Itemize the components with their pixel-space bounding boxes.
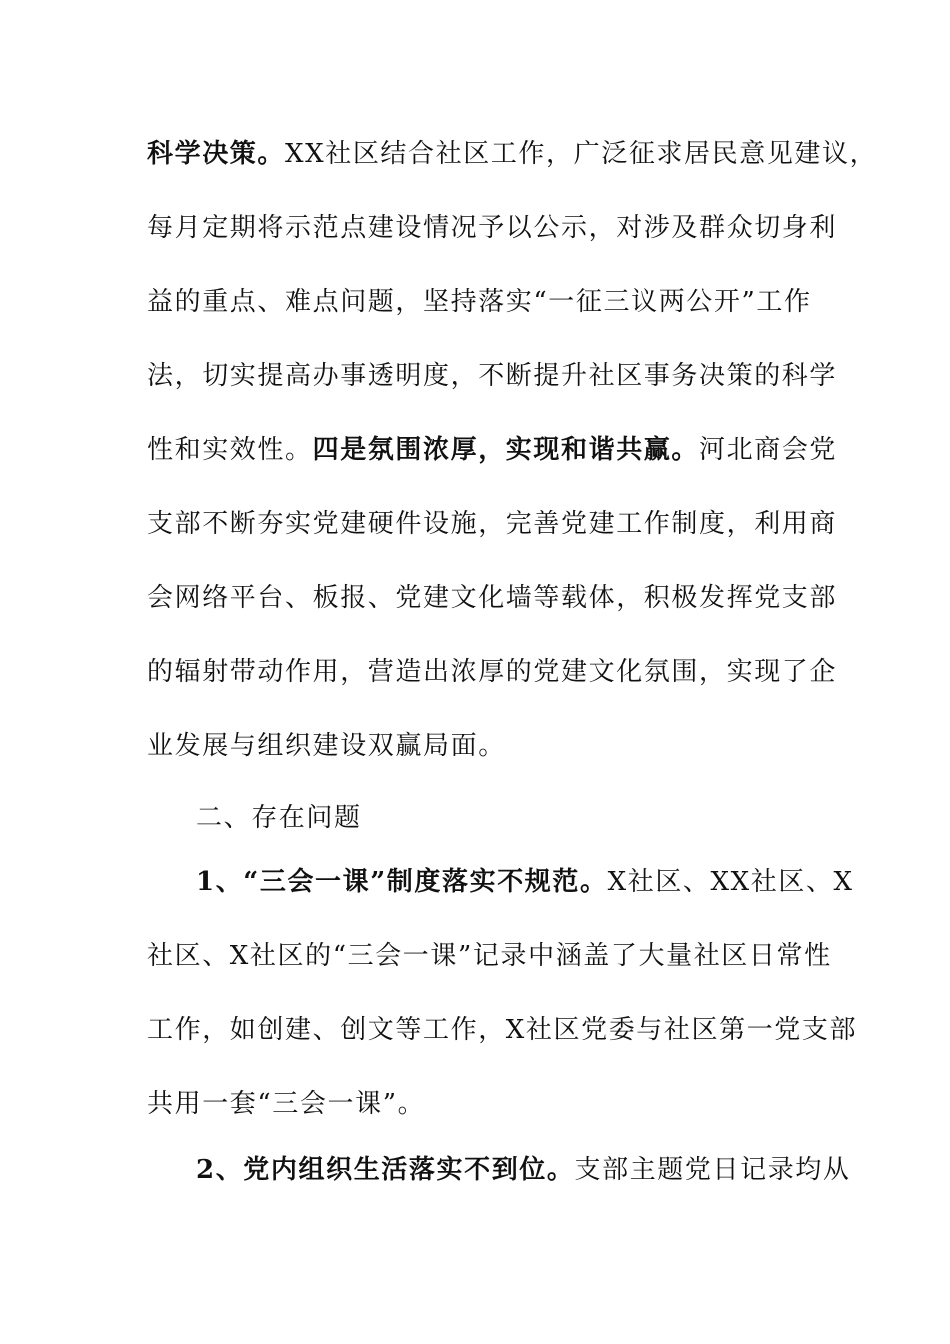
- line-text: 支部不断夯实党建硬件设施，完善党建工作制度，利用商: [147, 509, 838, 539]
- section-heading-text: 二、存在问题: [196, 803, 362, 833]
- text-line: [147, 284, 827, 320]
- bold-heading-text: 2、党内组织生活落实不到位。: [196, 1155, 575, 1185]
- line-text: 共用一套“三会一课”。: [147, 1089, 426, 1119]
- line-text: 每月定期将示范点建设情况予以公示，对涉及群众切身利: [147, 213, 838, 243]
- line-text: X社区、XX社区、X: [607, 867, 854, 897]
- text-line: [147, 580, 838, 616]
- text-line: [147, 506, 838, 542]
- line-text: 性和实效性。: [147, 435, 313, 465]
- text-line: [147, 1086, 827, 1122]
- text-line: [147, 728, 827, 764]
- line-text: 益的重点、难点问题，坚持落实“一征三议两公开”工作: [147, 287, 812, 317]
- text-line: [147, 136, 878, 172]
- text-line: [147, 938, 832, 974]
- line-text: 的辐射带动作用，营造出浓厚的党建文化氛围，实现了企: [147, 657, 838, 687]
- text-line: [147, 1012, 858, 1048]
- line-text: XX社区结合社区工作，广泛征求居民意见建议，: [285, 139, 878, 169]
- text-line: [147, 210, 838, 246]
- text-line: [196, 864, 876, 900]
- bold-heading-text: 科学决策。: [147, 139, 286, 169]
- line-text: 社区、X社区的“三会一课”记录中涵盖了大量社区日常性: [147, 941, 832, 971]
- text-line: [196, 1152, 876, 1188]
- line-text: 河北商会党: [699, 435, 838, 465]
- text-line: [147, 654, 838, 690]
- line-text: 业发展与组织建设双赢局面。: [147, 731, 506, 761]
- line-text: 工作，如创建、创文等工作，X社区党委与社区第一党支部: [147, 1015, 858, 1045]
- text-line: [147, 358, 838, 394]
- line-text: 法，切实提高办事透明度，不断提升社区事务决策的科学: [147, 361, 838, 391]
- bold-heading-text: 1、“三会一课”制度落实不规范。: [196, 867, 608, 897]
- text-line: [147, 432, 838, 468]
- line-text: 会网络平台、板报、党建文化墙等载体，积极发挥党支部: [147, 583, 838, 613]
- section-heading: [196, 800, 876, 836]
- line-text: 支部主题党日记录均从: [574, 1155, 851, 1185]
- bold-heading-text: 四是氛围浓厚，实现和谐共赢。: [312, 435, 700, 465]
